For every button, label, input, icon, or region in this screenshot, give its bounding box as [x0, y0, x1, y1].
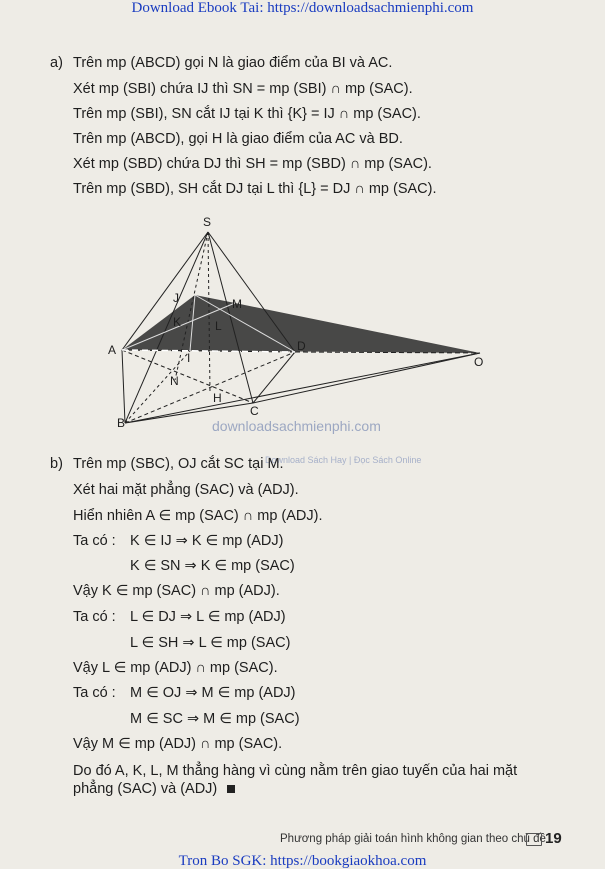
part-b-line-m-sc: M ∈ SC ⇒ M ∈ mp (SAC) — [130, 711, 300, 727]
qed-square-icon — [227, 785, 235, 793]
edge-ab — [122, 350, 125, 423]
part-b-final-line-1: Do đó A, K, L, M thẳng hàng vì cùng nằm trên giao tuyến của hai mặt — [73, 763, 518, 779]
part-a-line-1: Trên mp (ABCD) gọi N là giao điểm của BI và AC. — [73, 55, 393, 71]
part-a-label: a) — [50, 55, 63, 71]
part-b-line-3: Hiển nhiên A ∈ mp (SAC) ∩ mp (ADJ). — [73, 508, 323, 524]
point-i-label: I — [187, 351, 191, 365]
part-a-line-2: Xét mp (SBI) chứa IJ thì SN = mp (SBI) ∩ mp (SAC). — [73, 81, 413, 97]
part-b-line-1: Trên mp (SBC), OJ cắt SC tại M. — [73, 456, 284, 472]
point-s-label: S — [203, 215, 212, 229]
part-a-line-5: Xét mp (SBD) chứa DJ thì SH = mp (SBD) ∩ mp (SAC). — [73, 156, 432, 172]
part-b-conclusion-m: Vậy M ∈ mp (ADJ) ∩ mp (SAC). — [73, 736, 283, 752]
point-o-label: O — [474, 355, 484, 369]
point-l-label: L — [215, 319, 222, 333]
part-b-conclusion-k: Vậy K ∈ mp (SAC) ∩ mp (ADJ). — [73, 583, 280, 599]
point-j-label: J — [173, 291, 179, 305]
part-b-line-2: Xét hai mặt phẳng (SAC) và (ADJ). — [73, 482, 299, 498]
part-b-ta-co-1: Ta có : — [73, 533, 116, 549]
part-a-line-3: Trên mp (SBI), SN cắt IJ tại K thì {K} = IJ ∩ mp (SAC). — [73, 106, 421, 122]
footer-book-title: Phương pháp giải toán hình không gian theo chủ đề — [280, 833, 546, 845]
pyramid-diagram — [95, 210, 515, 435]
part-b-line-k-ij: K ∈ IJ ⇒ K ∈ mp (ADJ) — [130, 533, 284, 549]
part-b-line-l-sh: L ∈ SH ⇒ L ∈ mp (SAC) — [130, 635, 291, 651]
line-co — [253, 353, 480, 403]
point-m-label: M — [232, 297, 242, 311]
part-b-final-line-2-text: phẳng (SAC) và (ADJ) — [73, 781, 218, 797]
book-icon — [526, 833, 542, 846]
part-b-line-l-dj: L ∈ DJ ⇒ L ∈ mp (ADJ) — [130, 609, 286, 625]
point-k-label: K — [173, 315, 182, 329]
diagonal-bd — [125, 352, 295, 423]
part-b-line-m-oj: M ∈ OJ ⇒ M ∈ mp (ADJ) — [130, 685, 296, 701]
point-a-label: A — [108, 343, 117, 357]
watermark-site: downloadsachmienphi.com — [212, 418, 381, 434]
part-b-label: b) — [50, 456, 63, 472]
part-b-ta-co-2: Ta có : — [73, 609, 116, 625]
footer-sgk-link[interactable]: Tron Bo SGK: https://bookgiaokhoa.com — [178, 853, 427, 869]
point-b-label: B — [117, 416, 126, 430]
point-n-label: N — [170, 374, 179, 388]
part-a-line-6: Trên mp (SBD), SH cắt DJ tại L thì {L} = DJ ∩ mp (SAC). — [73, 181, 437, 197]
page-number: 19 — [545, 830, 562, 847]
point-h-label: H — [213, 391, 222, 405]
header-download-link[interactable]: Download Ebook Tai: https://downloadsachmienphi.com — [131, 0, 474, 16]
part-b-line-k-sn: K ∈ SN ⇒ K ∈ mp (SAC) — [130, 558, 295, 574]
part-b-conclusion-l: Vậy L ∈ mp (ADJ) ∩ mp (SAC). — [73, 660, 278, 676]
watermark-tagline: Download Sách Hay | Đọc Sách Online — [265, 455, 422, 465]
point-c-label: C — [250, 404, 259, 418]
part-b-ta-co-3: Ta có : — [73, 685, 116, 701]
part-b-final-line-2 — [73, 780, 235, 798]
part-a-line-4: Trên mp (ABCD), gọi H là giao điểm của AC và BD. — [73, 131, 403, 147]
pyramid-figure — [95, 210, 515, 435]
point-d-label: D — [297, 339, 306, 353]
